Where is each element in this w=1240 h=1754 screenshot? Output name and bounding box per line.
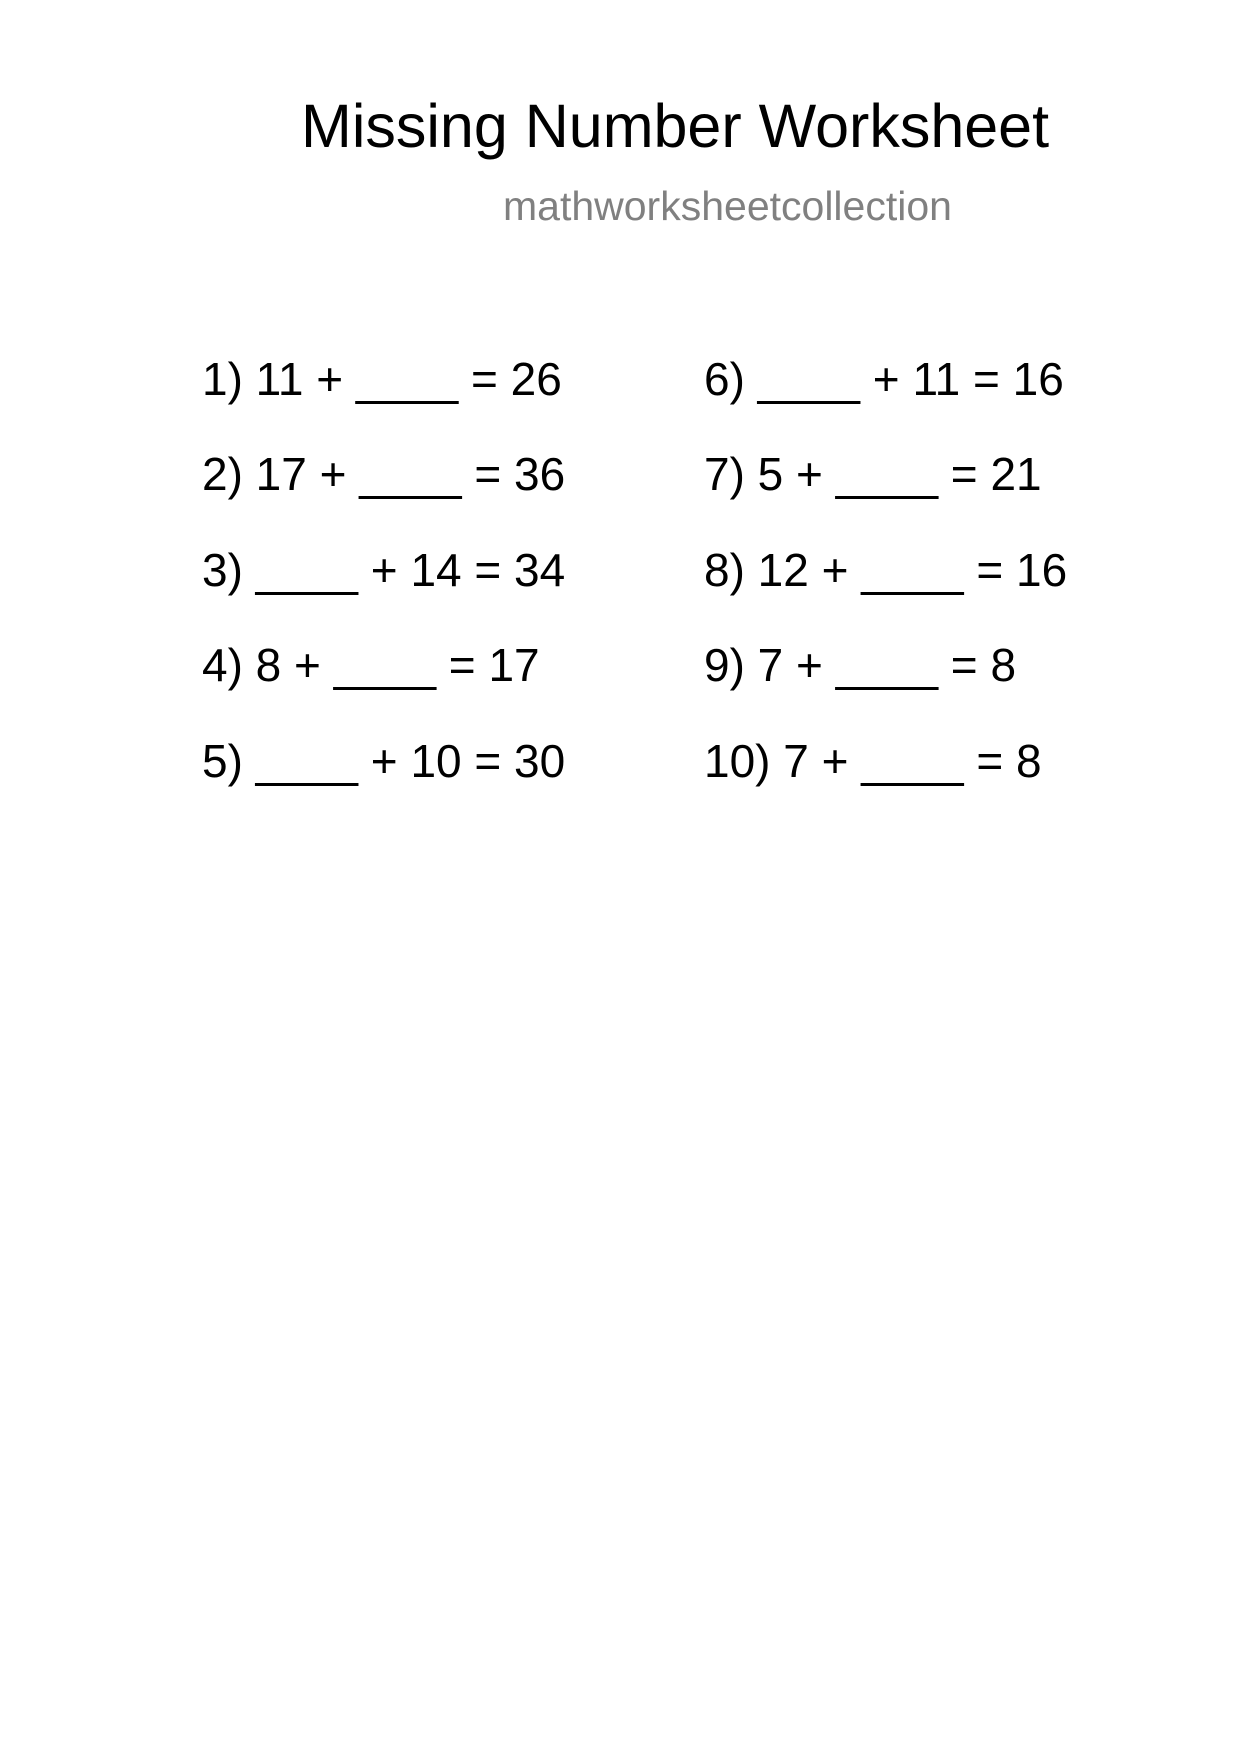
problem-10: 10) 7 + ____ = 8	[704, 735, 1042, 787]
worksheet-title: Missing Number Worksheet	[301, 92, 1050, 160]
problem-3: 3) ____ + 14 = 34	[202, 544, 566, 596]
problem-1: 1) 11 + ____ = 26	[202, 353, 562, 405]
problem-5: 5) ____ + 10 = 30	[202, 735, 566, 787]
problem-4: 4) 8 + ____ = 17	[202, 639, 540, 691]
problem-2: 2) 17 + ____ = 36	[202, 448, 566, 500]
problem-9: 9) 7 + ____ = 8	[704, 639, 1017, 691]
worksheet-subtitle: mathworksheetcollection	[503, 183, 952, 229]
problem-8: 8) 12 + ____ = 16	[704, 544, 1068, 596]
problem-7: 7) 5 + ____ = 21	[704, 448, 1042, 500]
problem-6: 6) ____ + 11 = 16	[704, 353, 1064, 405]
